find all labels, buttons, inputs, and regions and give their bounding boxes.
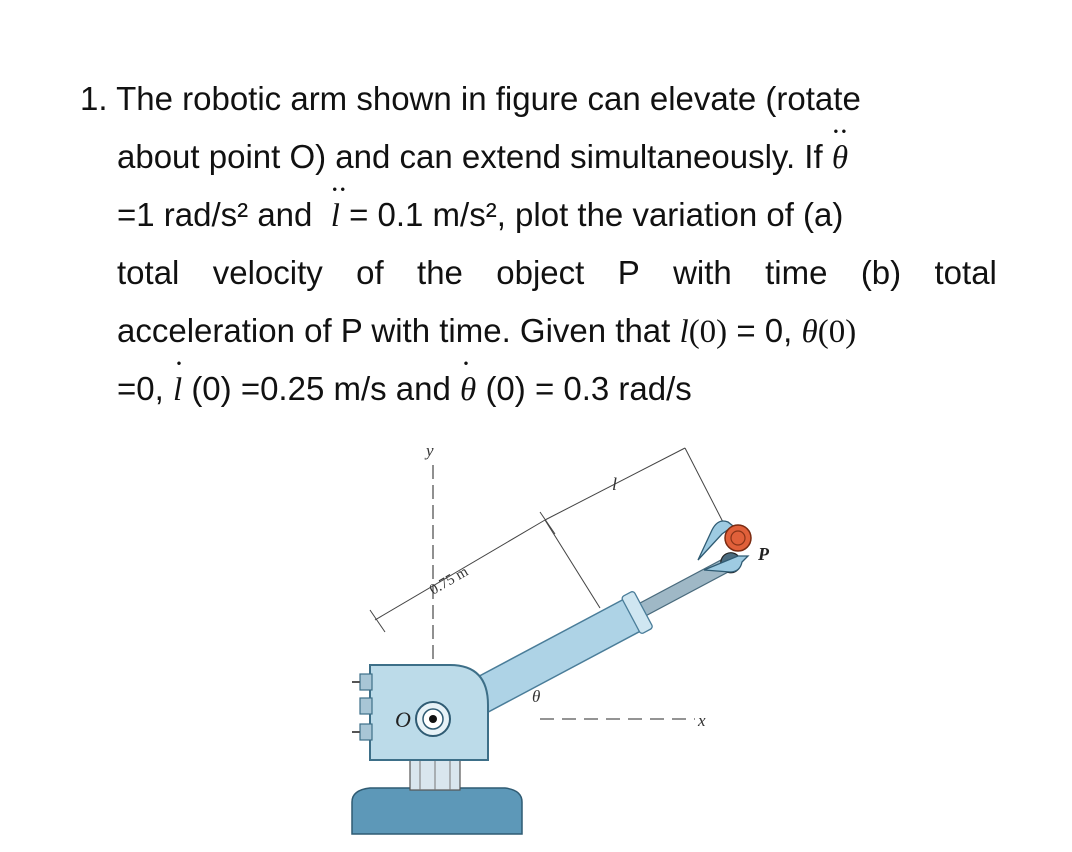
- problem-word: total: [117, 254, 180, 291]
- problem-word: P: [617, 254, 640, 291]
- extension-line: [685, 448, 725, 526]
- side-clamp: [360, 674, 372, 690]
- dimension-tick: [540, 512, 555, 534]
- robotic-arm-figure: [300, 430, 840, 840]
- object-p: [725, 525, 751, 551]
- problem-line-1: [80, 70, 1010, 128]
- problem-word: with: [673, 254, 732, 291]
- l-dot-symbol: · l: [173, 361, 182, 419]
- angle-theta-label: θ: [532, 687, 541, 706]
- length-l-label: l: [612, 474, 618, 494]
- problem-word: the: [417, 254, 463, 291]
- problem-word: velocity: [212, 254, 323, 291]
- problem-text: 1. The robotic arm shown in figure can elevate (rotate: [80, 80, 861, 117]
- theta-symbol: θ: [801, 314, 818, 350]
- problem-text: (0) =0.25 m/s and: [191, 370, 451, 407]
- extension-line: [545, 520, 600, 608]
- problem-text: = 0.1 m/s², plot the variation of (a): [349, 196, 844, 233]
- x-axis-label: x: [698, 711, 706, 730]
- problem-text: =1 rad/s² and: [117, 196, 313, 233]
- problem-line-6: [80, 360, 1010, 418]
- problem-word: object: [496, 254, 585, 291]
- problem-text: acceleration of P with time. Given that: [117, 312, 671, 349]
- side-clamp: [360, 724, 372, 740]
- l-symbol: l: [679, 314, 689, 350]
- problem-text: (0): [688, 314, 728, 350]
- problem-statement: [80, 70, 1010, 418]
- side-clamp: [360, 698, 372, 714]
- problem-text: about point O) and can extend simultaneously. If: [117, 138, 823, 175]
- problem-word: (b): [860, 254, 902, 291]
- dimension-tick: [370, 610, 385, 632]
- problem-word: time: [765, 254, 828, 291]
- point-p-label: P: [758, 544, 769, 564]
- problem-text: (0): [817, 314, 857, 350]
- y-axis-label: y: [426, 441, 434, 460]
- problem-line-5: [80, 302, 1010, 360]
- theta-double-dot-symbol: ·· θ: [832, 129, 848, 187]
- problem-line-4: [80, 244, 1010, 302]
- problem-word: total: [934, 254, 997, 291]
- pedestal-base: [352, 788, 522, 834]
- problem-text: =0,: [117, 370, 164, 407]
- dimension-label-0-75m: 0.75 m: [427, 563, 472, 599]
- justified-line: [117, 244, 997, 302]
- problem-word: of: [356, 254, 384, 291]
- problem-text: = 0,: [736, 312, 793, 349]
- problem-text: (0) = 0.3 rad/s: [485, 370, 692, 407]
- pivot-center-dot: [429, 715, 437, 723]
- problem-line-3: [80, 186, 1010, 244]
- problem-line-2: [80, 128, 1010, 186]
- l-double-dot-symbol: ·· l: [331, 187, 340, 245]
- point-o-label: O: [395, 707, 411, 732]
- theta-dot-symbol: · θ: [460, 361, 476, 419]
